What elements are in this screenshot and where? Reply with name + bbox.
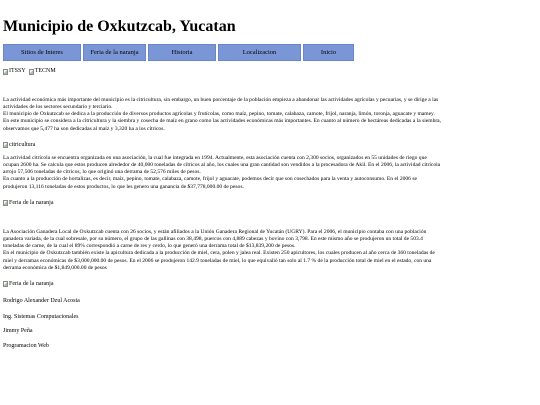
page-title: Municipio de Oxkutzcab, Yucatan (3, 18, 236, 35)
author-name: Rodrigo Alexander Dzul Acosta (3, 298, 80, 304)
subject-name: Programacion Web (3, 343, 49, 349)
text-line: observamos que 5,477 ha son dedicadas al maíz y 3,320 ha a los cítricos. (3, 125, 165, 132)
text-line: El municipio de Oxkutzcab se dedica a la producción de diversos productos agrícolas y frutícolas, como maíz, pepino, tomate, calabaza, camote, frijol, naranja, limón, toronja, aguacate y mamey. (3, 111, 435, 118)
nav-item-historia[interactable]: Historia (148, 44, 216, 61)
text-line: En el municipio de Oxkutzcab también existe la apicultura dedicada a la producción de miel, cera, polen y jalea real. Existen 250 apicultores, los cuales producen al año cerca de 360 toneladas de (3, 250, 435, 257)
broken-image-icon (3, 200, 8, 206)
text-line: derrama económica de $1,849,000.00 de pesos (3, 264, 107, 271)
itssy-logo-alt: ITSSY (9, 68, 26, 74)
feria-image-bottom (3, 280, 53, 288)
text-line: La actividad citrícola se encuentra organizada en una asociación, la cual fue integrada en 1994. Actualmente, esta asociación cuenta con 2,300 socios, organizados en 55 unidades de riego que (3, 155, 427, 161)
career-name: Ing. Sistemas Computacionales (3, 314, 79, 320)
text-line: ganadera variada, de la cual sobresale, por su número, el grupo de las gallinas con 38,498, puercos con 4,889 cabezas y bovino con 3,798. En este mismo año se produjeron un total de 503.4 (3, 236, 423, 243)
feria-image-alt: Feria de la naranja (9, 200, 54, 206)
text-line: En cuanto a la producción de hortalizas, es decir, maíz, pepino, tomate, calabaza, camote, frijol y aguacate, podemos decir que son cosechados para la venta y autoconsumo. En el 2006 se (3, 176, 417, 183)
text-line: ocupan 2600 ha. Se calcula que estos producen alrededor de 40,000 toneladas de cítricos al año, los cuales una gran cantidad son vendidos a la procesadora de Akil. En el 2006, la actividad citrícola (3, 162, 441, 169)
broken-image-icon (29, 69, 34, 75)
text-line: La actividad económica más importante del municipio es la citricultura, sin embargo, un buen porcentaje de la población empieza a abandonar las actividades agrícolas y pecuarias, y se dirige a las (3, 97, 439, 103)
citricultura-image (3, 141, 35, 149)
feria-image-bottom-alt: Feria de la naranja (9, 281, 54, 287)
broken-image-icon (3, 69, 8, 75)
nav-item-localizacion[interactable]: Localizacion (218, 44, 301, 61)
nav-item-sitios-de-interes[interactable]: Sitios de Interes (3, 44, 81, 61)
text-line: toneladas de carne, de la cual el 89% correspondió a carne de res y cerdo, lo que generó una derrama total de $13,839,200 de pesos. (3, 243, 296, 250)
economy-paragraph (3, 97, 535, 133)
tecnm-logo-alt: TECNM (34, 68, 56, 74)
text-line: produjeron 13,116 toneladas de estos productos, lo que les genero una ganancia de $37,778,000.00 de pesos. (3, 183, 244, 190)
feria-image (3, 199, 53, 207)
tecnm-logo (29, 67, 56, 76)
citricultura-image-alt: citricultura (9, 142, 36, 148)
nav-item-feria-de-la-naranja[interactable]: Feria de la naranja (83, 44, 146, 61)
livestock-paragraph (3, 229, 535, 272)
nav-bar (3, 44, 354, 61)
citrus-paragraph (3, 155, 535, 191)
text-line: La Asociación Ganadera Local de Oxkutzcab cuenta con 26 socios, y están afiliados a la Unión Ganadera Regional de Yucatán (UGRY). Para el 2006, el municipio contaba con una población (3, 229, 427, 235)
nav-item-inicio[interactable]: Inicio (303, 44, 354, 61)
broken-image-icon (3, 142, 8, 148)
teacher-name: Jimmy Peña (3, 328, 33, 334)
text-line: actividades de los sectores secundario y terciario. (3, 104, 113, 111)
itssy-logo (3, 67, 26, 76)
text-line: En este municipio se considera a la citricultura y la siembra y cosecha de maíz en grano como las actividades económicas más importantes. En cuanto al número de hectáreas dedicadas a la siembra, (3, 118, 442, 125)
logos-row (3, 67, 56, 76)
broken-image-icon (3, 281, 8, 287)
text-line: miel y derramas económicas de $3,000,000.00 de pesos. En el 2006 se produjeron 142.9 toneladas de miel, lo que equivalió tan solo al 1.7 % de la producción total de miel en el estado, con una (3, 257, 432, 264)
text-line: arrojo 57,506 toneladas de cítricos, lo que originó una derrama de 52,576 miles de pesos. (3, 169, 201, 176)
